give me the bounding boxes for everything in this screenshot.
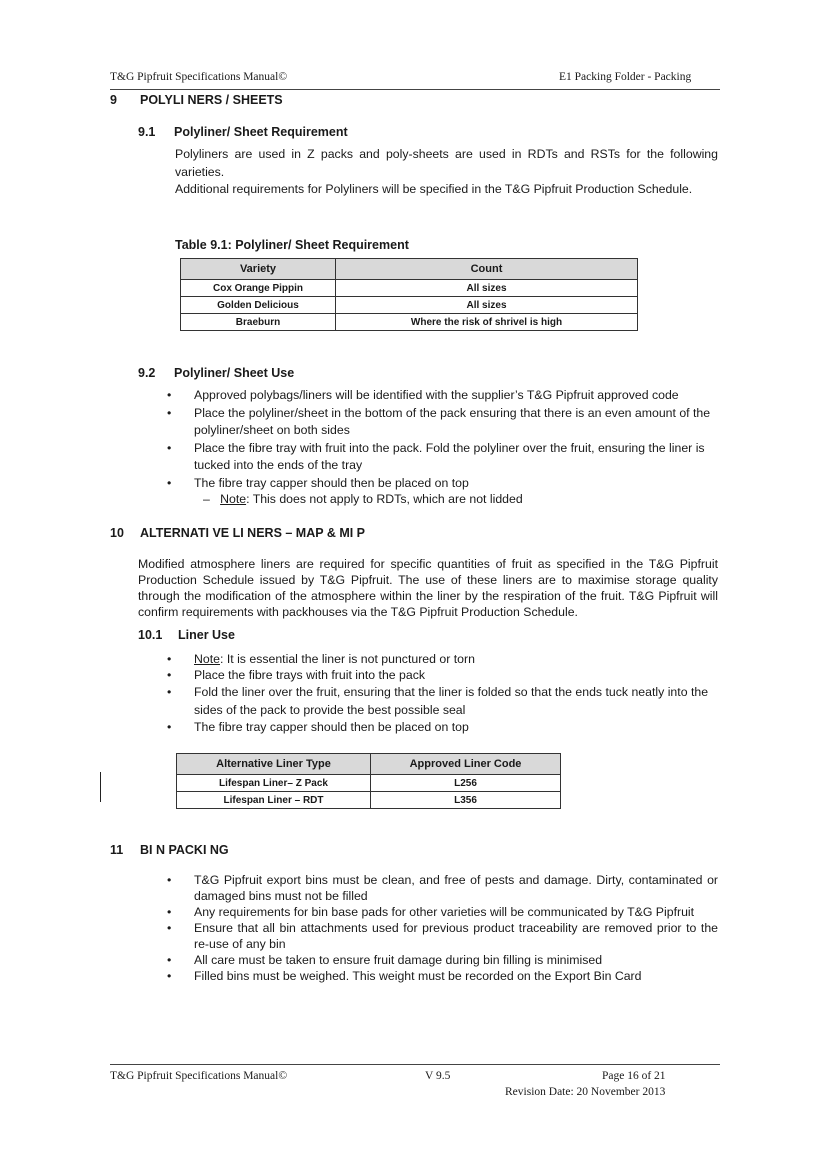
section-9-2-note — [203, 492, 523, 506]
section-9-2-bullets — [167, 387, 718, 492]
dash-icon: – — [203, 492, 210, 506]
footer-left: T&G Pipfruit Specifications Manual© — [110, 1070, 288, 1082]
table-row — [177, 792, 561, 809]
table-cell: Braeburn — [181, 314, 336, 331]
header-left: T&G Pipfruit Specifications Manual© — [110, 71, 288, 83]
table-header-cell: Alternative Liner Type — [177, 754, 371, 775]
bullet-icon: • — [167, 440, 172, 455]
table-cell: Cox Orange Pippin — [181, 280, 336, 297]
list-item: • Place the polyliner/sheet in the bottom of the pack ensuring that there is an even amount of the polyliner/sheet on both sides — [167, 405, 711, 437]
table-cell: L356 — [371, 792, 561, 809]
table-9-1-caption: Table 9.1: Polyliner/ Sheet Requirement — [175, 238, 409, 252]
table-cell: Golden Delicious — [181, 297, 336, 314]
subsection-number: 9.2 — [138, 366, 156, 380]
footer-page-number: Page 16 of 21 — [602, 1070, 666, 1082]
section-10-heading — [110, 526, 365, 540]
subsection-title: Polyliner/ Sheet Requirement — [174, 125, 348, 139]
table-9-1 — [180, 258, 638, 331]
bullet-icon: • — [167, 921, 172, 935]
bullet-icon: • — [167, 685, 172, 699]
section-title: POLYLI NERS / SHEETS — [140, 93, 283, 107]
bullet-icon: • — [167, 475, 172, 490]
section-number: 10 — [110, 526, 124, 540]
section-10-1-heading — [138, 628, 235, 642]
table-alternative-liners — [176, 753, 561, 809]
note-label: Note — [220, 492, 247, 506]
table-cell: All sizes — [336, 297, 638, 314]
bullet-icon: • — [167, 873, 172, 887]
header-rule — [110, 89, 720, 90]
table-cell: L256 — [371, 775, 561, 792]
section-9-heading — [110, 93, 283, 107]
list-item: • Filled bins must be weighed. This weight must be recorded on the Export Bin Card — [167, 969, 642, 983]
section-9-2-heading — [138, 366, 294, 380]
table-cell: Where the risk of shrivel is high — [336, 314, 638, 331]
bullet-icon: • — [167, 652, 172, 666]
footer-rule — [110, 1064, 720, 1065]
bullet-icon: • — [167, 405, 172, 420]
list-item: • Fold the liner over the fruit, ensuring that the liner is folded so that the ends tuck neatly into the sides of the pack to provide the best possible seal — [167, 685, 709, 717]
bullet-icon: • — [167, 905, 172, 919]
section-11-bullets — [167, 872, 718, 984]
bullet-icon: • — [167, 969, 172, 983]
section-10-para: Modified atmosphere liners are required for specific quantities of fruit as specified in the T&G Pipfruit Production Schedule issued by T&G Pipfruit. The use of these liners are to maximise storage quality through the modification of the atmosphere within the liner by the respiration of the fruit. T&G Pipfruit will confirm requirements with packhouses via the T&G Pipfruit Production Schedule. — [138, 557, 718, 619]
table-cell: Lifespan Liner– Z Pack — [177, 775, 371, 792]
list-item: • The fibre tray capper should then be placed on top — [167, 720, 469, 734]
list-item: • T&G Pipfruit export bins must be clean, and free of pests and damage. Dirty, contaminated or damaged bins must not be filled — [167, 873, 718, 903]
list-item: • The fibre tray capper should then be placed on top — [167, 475, 718, 493]
bullet-icon: • — [167, 388, 172, 402]
table-header-cell: Variety — [181, 259, 336, 280]
bullet-icon: • — [167, 953, 172, 967]
section-number: 9 — [110, 93, 117, 107]
list-item: • Place the fibre trays with fruit into the pack — [167, 668, 426, 682]
bullet-icon: • — [167, 720, 172, 734]
list-item: • All care must be taken to ensure fruit damage during bin filling is minimised — [167, 953, 603, 967]
section-9-1-para-2: Additional requirements for Polyliners will be specified in the T&G Pipfruit Production Schedule. — [175, 182, 693, 196]
table-header-row — [181, 259, 638, 280]
list-item: • Note: It is essential the liner is not punctured or torn — [167, 652, 475, 666]
section-10-1-bullets — [167, 651, 718, 735]
footer-revision-date: Revision Date: 20 November 2013 — [505, 1086, 666, 1098]
table-row — [181, 297, 638, 314]
section-title: BI N PACKI NG — [140, 843, 229, 857]
subsection-number: 10.1 — [138, 628, 163, 642]
note-label: Note — [194, 652, 220, 666]
table-cell: Lifespan Liner – RDT — [177, 792, 371, 809]
table-row — [181, 280, 638, 297]
table-header-cell: Count — [336, 259, 638, 280]
subsection-title: Polyliner/ Sheet Use — [174, 366, 295, 380]
section-11-heading — [110, 843, 229, 857]
section-9-1-para-1: Polyliners are used in Z packs and poly-sheets are used in RDTs and RSTs for the following varieties. — [175, 147, 718, 179]
list-item: • Approved polybags/liners will be identified with the supplier’s T&G Pipfruit approved code — [167, 387, 718, 405]
section-number: 11 — [110, 843, 124, 857]
table-row — [181, 314, 638, 331]
table-header-cell: Approved Liner Code — [371, 754, 561, 775]
subsection-title: Liner Use — [178, 628, 235, 642]
note-text: : This does not apply to RDTs, which are not lidded — [246, 492, 523, 506]
text-cursor — [100, 772, 101, 802]
header-right: E1 Packing Folder - Packing — [559, 71, 692, 83]
list-item: • Any requirements for bin base pads for other varieties will be communicated by T&G Pipfruit — [167, 905, 695, 919]
table-row — [177, 775, 561, 792]
list-item: • Ensure that all bin attachments used for previous product traceability are removed prior to the re-use of any bin — [167, 921, 718, 951]
bullet-icon: • — [167, 668, 172, 682]
table-cell: All sizes — [336, 280, 638, 297]
subsection-number: 9.1 — [138, 125, 156, 139]
footer-version: V 9.5 — [425, 1070, 451, 1082]
section-9-1-heading — [138, 125, 348, 139]
section-title: ALTERNATI VE LI NERS – MAP & MI P — [140, 526, 366, 540]
list-item: • Place the fibre tray with fruit into the pack. Fold the polyliner over the fruit, ensuring the liner is tucked into the ends of the tray — [167, 440, 705, 472]
table-header-row — [177, 754, 561, 775]
